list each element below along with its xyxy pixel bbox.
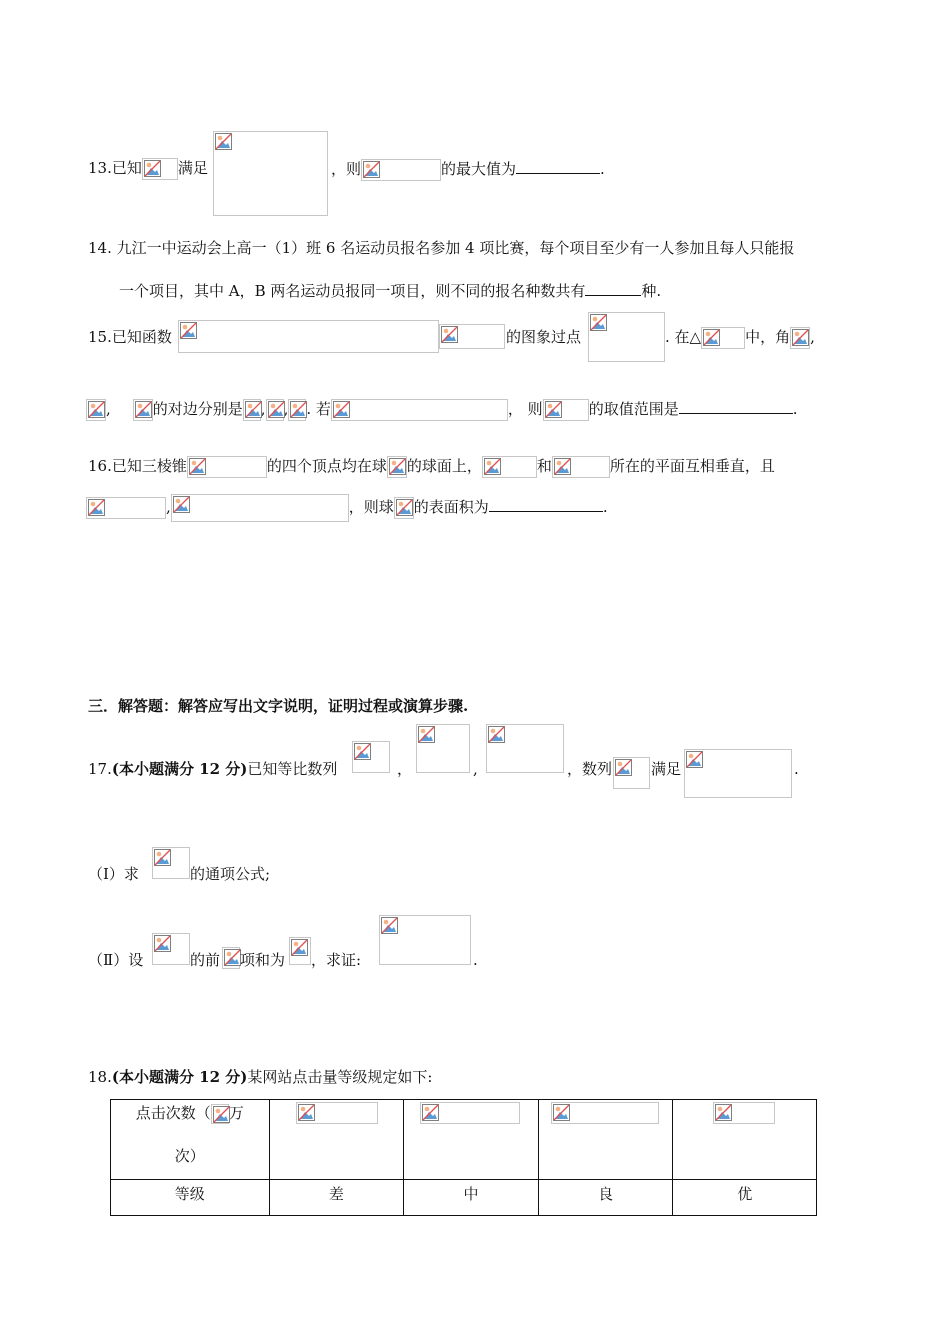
broken-image-icon [178, 320, 439, 353]
q15-text-2: 的图象过点 [506, 328, 582, 346]
q15-number: 15. [88, 328, 112, 346]
broken-image-icon [86, 497, 166, 519]
q16-number: 16. [88, 457, 112, 475]
table-cell-grade: 优 [673, 1180, 817, 1216]
question-15 [88, 327, 172, 347]
table-header-text-c: 次） [174, 1147, 205, 1165]
q18-text: 某网站点击量等级规定如下: [247, 1068, 433, 1086]
broken-image-icon [289, 937, 311, 965]
broken-image-icon [379, 915, 471, 965]
broken-image-icon [416, 724, 470, 773]
q17-part-1-text: 的通项公式; [190, 865, 271, 883]
q16-text-1: 已知三棱锥 [111, 457, 187, 475]
table-cell [673, 1100, 817, 1180]
broken-image-icon [187, 456, 267, 478]
question-13-cont [331, 158, 605, 181]
answer-blank [585, 280, 641, 296]
question-16 [88, 456, 775, 478]
q17-score: (本小题满分 12 分) [111, 760, 248, 778]
table-cell-grade-label: 等级 [111, 1180, 270, 1216]
q18-score: (本小题满分 12 分) [111, 1068, 248, 1086]
answer-blank [679, 398, 793, 414]
broken-image-icon [243, 399, 261, 421]
q14-text: 一个项目，其中 A，B 两名运动员报同一项目，则不同的报名种数共有 [119, 282, 586, 300]
q18-number: 18. [88, 1068, 112, 1086]
broken-image-icon [482, 456, 537, 478]
q13-text-1: 已知 [111, 159, 142, 177]
question-16-line-2 [86, 494, 608, 522]
broken-image-icon [420, 1102, 520, 1124]
question-13 [88, 158, 208, 180]
table-cell-grade: 差 [269, 1180, 404, 1216]
broken-image-icon [331, 399, 508, 421]
q17-text-3: 满足 [651, 760, 682, 778]
table-header-text-a: 点击次数（ [135, 1104, 211, 1122]
q15-l2-text-5: 的取值范围是 [588, 400, 679, 418]
q13-number: 13. [88, 159, 112, 177]
broken-image-icon [133, 399, 153, 421]
broken-image-icon [296, 1102, 378, 1124]
clicks-grade-table [110, 1099, 817, 1216]
q15-l2-text-2: 的对边分别是 [152, 400, 243, 418]
q15-text-4: 中，角 [745, 328, 791, 346]
broken-image-icon [394, 497, 414, 519]
q15-l2-comma: , [260, 400, 266, 418]
table-cell-grade: 中 [404, 1180, 539, 1216]
q16-l2-text-2: 的表面积为 [413, 498, 489, 516]
q16-text-5: 所在的平面互相垂直，且 [609, 457, 775, 475]
q16-text-4: 和 [536, 457, 552, 475]
broken-image-icon [790, 327, 810, 349]
table-row [111, 1100, 817, 1180]
q17-part-1-label: （Ⅰ）求 [88, 865, 139, 883]
q16-l2-text-1: ，则球 [348, 498, 394, 516]
table-header-cell [111, 1100, 270, 1180]
broken-image-icon [152, 847, 190, 879]
q13-text-4: 的最大值为 [441, 160, 517, 178]
q17-part-2-text-2: 项和为 [240, 951, 286, 969]
broken-image-icon [171, 494, 349, 522]
q13-end: . [600, 160, 605, 178]
broken-image-icon [588, 312, 665, 362]
broken-image-icon [86, 399, 106, 421]
broken-image-icon [142, 158, 178, 180]
q17-comma-2: , [473, 760, 478, 778]
question-15-cont [665, 327, 815, 349]
broken-image-icon [684, 749, 792, 798]
q17-part-2-text-1: 的前 [190, 951, 221, 969]
broken-image-icon [613, 757, 650, 789]
q17-part-2-text-3: ，求证: [311, 951, 362, 969]
q16-text-3: 的球面上， [406, 457, 482, 475]
broken-image-icon [439, 324, 505, 349]
table-cell [404, 1100, 539, 1180]
broken-image-icon [266, 399, 284, 421]
broken-image-icon [713, 1102, 775, 1124]
broken-image-icon [288, 399, 306, 421]
broken-image-icon [352, 741, 390, 773]
q16-text-2: 的四个顶点均在球 [266, 457, 387, 475]
broken-image-icon [486, 724, 564, 773]
q17-part-2-end: . [473, 951, 478, 969]
q17-end: . [794, 760, 799, 778]
table-cell-grade: 良 [538, 1180, 673, 1216]
broken-image-icon [543, 399, 589, 421]
table-cell [538, 1100, 673, 1180]
answer-blank [489, 496, 603, 512]
q13-text-3: ，则 [331, 160, 362, 178]
q17-part-2-label: （Ⅱ）设 [88, 951, 144, 969]
broken-image-icon [387, 456, 407, 478]
broken-image-icon [213, 131, 328, 216]
q16-l2-end: . [602, 498, 608, 516]
table-header-text-b: 万 [228, 1104, 244, 1122]
q15-l2-text-3: . 若 [306, 400, 331, 418]
question-17 [88, 759, 337, 779]
table-row [111, 1180, 817, 1216]
broken-image-icon [361, 159, 441, 181]
q13-text-2: 满足 [177, 159, 208, 177]
q15-l2-text-4: ， 则 [507, 400, 543, 418]
q16-l2-comma: , [166, 498, 171, 516]
question-15-line-2 [86, 398, 797, 421]
q17-text-2: ，数列 [567, 760, 613, 778]
broken-image-icon [152, 933, 190, 965]
answer-blank [516, 158, 600, 174]
q17-text-1: 已知等比数列 [247, 760, 338, 778]
q15-l2-text-1: , [106, 400, 111, 418]
q15-l2-comma: , [283, 400, 289, 418]
q17-number: 17. [88, 760, 112, 778]
q15-text-1: 已知函数 [111, 328, 172, 346]
broken-image-icon [551, 1102, 659, 1124]
question-14-line-2 [119, 280, 661, 301]
q15-text-5: , [810, 328, 815, 346]
q15-text-3: . 在△ [665, 328, 702, 346]
broken-image-icon [701, 327, 745, 349]
table-cell [269, 1100, 404, 1180]
broken-image-icon [211, 1104, 229, 1124]
broken-image-icon [222, 947, 240, 969]
question-14-line-1: 14. 九江一中运动会上高一（1）班 6 名运动员报名参加 4 项比赛，每个项目至少有一人参加且每人只能报 [88, 239, 795, 257]
q15-l2-end: . [792, 400, 798, 418]
broken-image-icon [552, 456, 610, 478]
section-3-heading: 三．解答题：解答应写出文字说明，证明过程或演算步骤. [88, 697, 469, 715]
q17-comma-1: ， [397, 760, 413, 778]
question-18 [88, 1067, 432, 1087]
q14-end: 种. [641, 282, 662, 300]
